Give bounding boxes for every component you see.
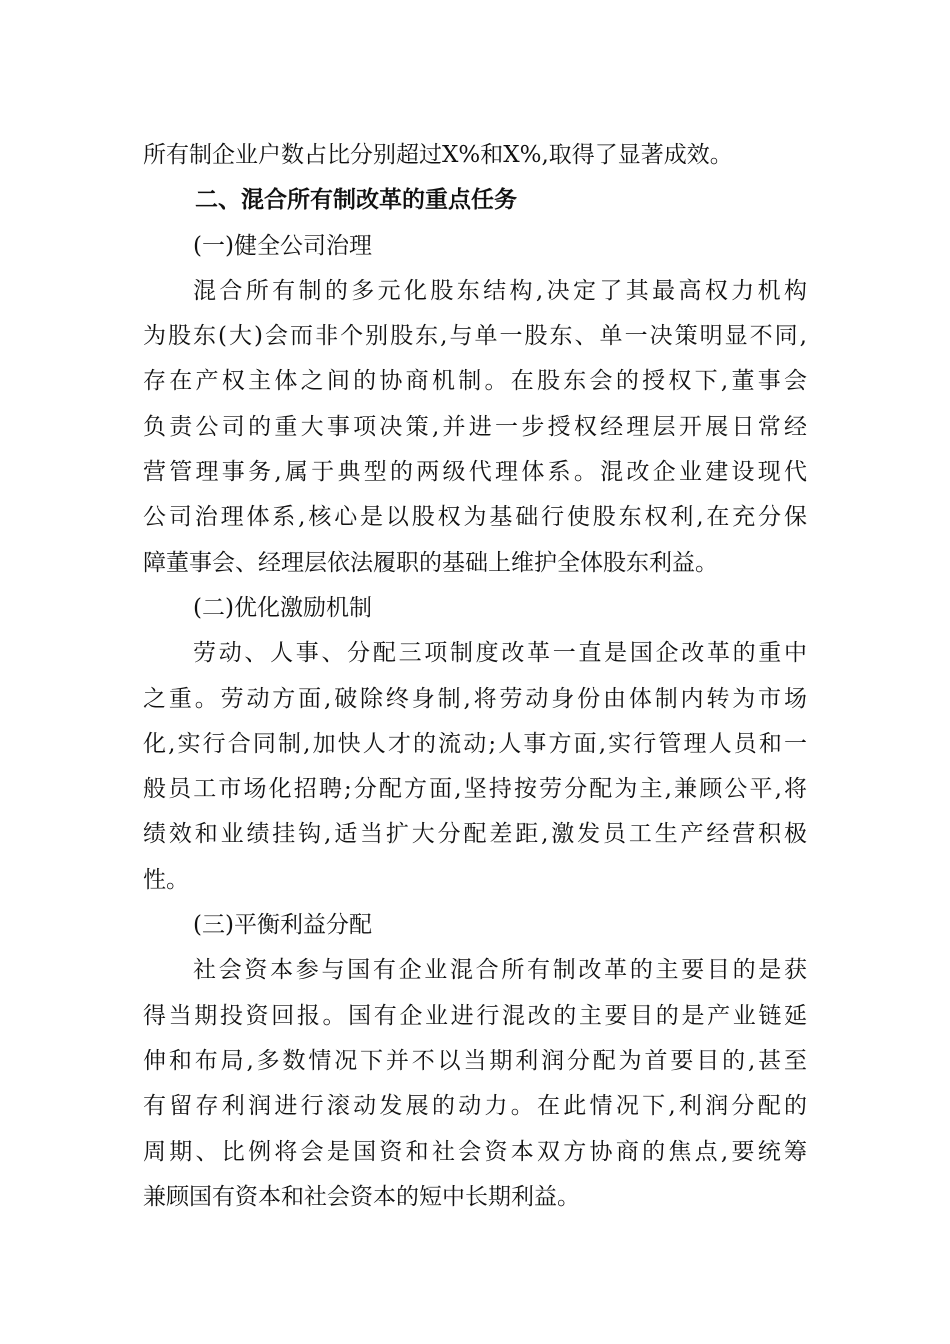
subsection-heading: (一)健全公司治理 [193, 232, 372, 259]
paragraph-line: 兼顾国有资本和社会资本的短中长期利益。 [143, 1183, 580, 1210]
paragraph-line: 负责公司的重大事项决策,并进一步授权经理层开展日常经 [143, 413, 807, 440]
document-page [143, 133, 807, 1220]
paragraph-line: 障董事会、经理层依法履职的基础上维护全体股东利益。 [143, 549, 718, 576]
paragraph-line: 之重。劳动方面,破除终身制,将劳动身份由体制内转为市场 [143, 685, 807, 712]
paragraph-line: 混合所有制的多元化股东结构,决定了其最高权力机构 [193, 277, 807, 304]
paragraph-line: 化,实行合同制,加快人才的流动;人事方面,实行管理人员和一 [143, 730, 807, 757]
paragraph-line: 有留存利润进行滚动发展的动力。在此情况下,利润分配的 [143, 1093, 807, 1120]
paragraph-line: 般员工市场化招聘;分配方面,坚持按劳分配为主,兼顾公平,将 [143, 776, 807, 803]
paragraph-line: 所有制企业户数占比分别超过X%和X%,取得了显著成效。 [143, 142, 733, 168]
subsections [143, 224, 807, 1221]
paragraph-line: 伸和布局,多数情况下并不以当期利润分配为首要目的,甚至 [143, 1047, 807, 1074]
paragraph-line: 社会资本参与国有企业混合所有制改革的主要目的是获 [193, 957, 807, 984]
subsection-heading: (二)优化激励机制 [193, 594, 372, 621]
subsection-heading: (三)平衡利益分配 [193, 912, 372, 939]
paragraph-line: 得当期投资回报。国有企业进行混改的主要目的是产业链延 [143, 1002, 807, 1029]
paragraph-line: 性。 [143, 866, 189, 893]
section-heading: 二、混合所有制改革的重点任务 [195, 187, 517, 214]
paragraph-line: 公司治理体系,核心是以股权为基础行使股东权利,在充分保 [143, 504, 807, 531]
paragraph-line: 绩效和业绩挂钩,适当扩大分配差距,激发员工生产经营积极 [143, 821, 807, 848]
paragraph-line: 营管理事务,属于典型的两级代理体系。混改企业建设现代 [143, 459, 807, 486]
paragraph-line: 劳动、人事、分配三项制度改革一直是国企改革的重中 [193, 640, 807, 667]
paragraph-line: 周期、比例将会是国资和社会资本双方协商的焦点,要统筹 [143, 1138, 807, 1165]
paragraph-line: 存在产权主体之间的协商机制。在股东会的授权下,董事会 [143, 368, 807, 395]
paragraph-line: 为股东(大)会而非个别股东,与单一股东、单一决策明显不同, [143, 323, 807, 350]
